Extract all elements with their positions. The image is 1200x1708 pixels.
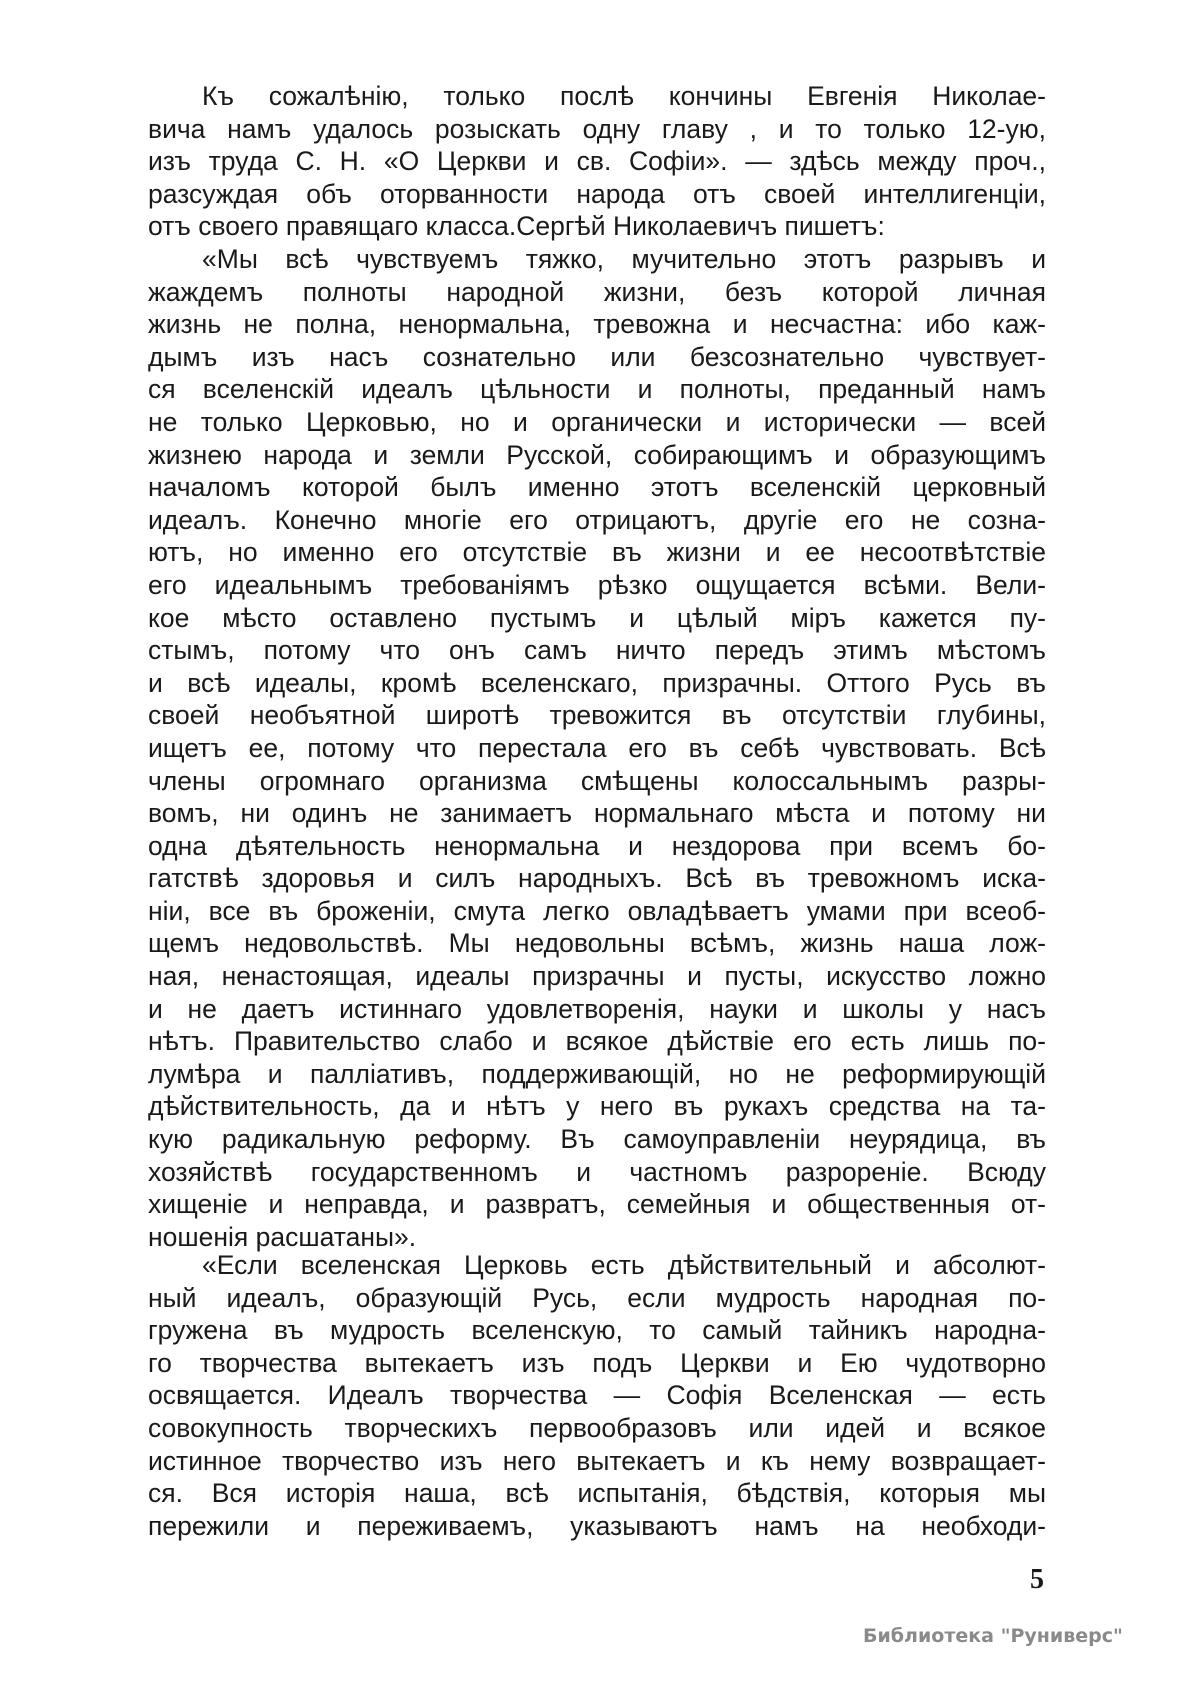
text-line: изъ труда С. Н. «О Церкви и св. Софіи». — здѣсь между проч., <box>148 146 1046 177</box>
text-line: жизнею народа и земли Русской, собирающимъ и образующимъ <box>148 439 1046 470</box>
text-line: и всѣ идеалы, кромѣ вселенскаго, призрачны. Оттого Русь въ <box>148 667 1046 698</box>
text-line: началомъ которой былъ именно этотъ вселенскій церковный <box>148 472 1046 503</box>
text-line: жаждемъ полноты народной жизни, безъ которой личная <box>148 276 1046 307</box>
text-line: разсуждая объ оторванности народа отъ своей интеллигенціи, <box>148 178 1046 209</box>
text-line: ютъ, но именно его отсутствіе въ жизни и ее несоотвѣтствіе <box>148 537 1046 568</box>
paragraph-1 <box>148 80 1046 243</box>
text-line: отъ своего правящаго класса.Сергѣй Николаевичъ пишетъ: <box>148 211 885 242</box>
text-line: ніи, все въ броженіи, смута легко овладѣваетъ умами при всеоб- <box>148 895 1046 926</box>
text-line: лумѣра и палліативъ, поддерживающій, но не реформирующій <box>148 1058 1046 1089</box>
text-line: вича намъ удалось розыскать одну главу , и то только 12-ую, <box>148 113 1046 144</box>
text-line: члены огромнаго организма смѣщены колоссальнымъ разры- <box>148 765 1046 796</box>
text-line: истинное творчество изъ него вытекаетъ и къ нему возвращает- <box>148 1445 1046 1476</box>
text-line: ся. Вся исторія наша, всѣ испытанія, бѣдствія, которыя мы <box>148 1478 1046 1509</box>
text-line: хозяйствѣ государственномъ и частномъ разрореніе. Всюду <box>148 1156 1046 1187</box>
text-line: не только Церковью, но и органически и исторически — всей <box>148 406 1046 437</box>
text-line: ный идеалъ, образующій Русь, если мудрость народная по- <box>148 1282 1046 1313</box>
text-line: Къ сожалѣнію, только послѣ кончины Евгенія Николае- <box>202 81 1046 111</box>
text-line: одна дѣятельность ненормальна и нездорова при всемъ бо- <box>148 830 1046 861</box>
paragraph-3 <box>148 1249 1046 1542</box>
library-watermark: Библиотека "Руниверс" <box>863 1625 1123 1647</box>
paragraph-2 <box>148 243 1046 1253</box>
text-line: стымъ, потому что онъ самъ ничто передъ этимъ мѣстомъ <box>148 635 1046 666</box>
text-line: го творчества вытекаетъ изъ подъ Церкви и Ею чудотворно <box>148 1347 1046 1378</box>
text-line: вомъ, ни одинъ не занимаетъ нормальнаго мѣста и потому ни <box>148 798 1046 829</box>
text-line: нѣтъ. Правительство слабо и всякое дѣйствіе его есть лишь по- <box>148 1026 1046 1057</box>
text-line: щемъ недовольствѣ. Мы недовольны всѣмъ, жизнь наша лож- <box>148 928 1046 959</box>
text-line: ношенія расшатаны». <box>148 1221 417 1252</box>
text-line: своей необъятной широтѣ тревожится въ отсутствіи глубины, <box>148 700 1046 731</box>
text-line: идеалъ. Конечно многіе его отрицаютъ, другіе его не созна- <box>148 504 1046 535</box>
text-line: дѣйствительность, да и нѣтъ у него въ рукахъ средства на та- <box>148 1091 1046 1122</box>
text-line: дымъ изъ насъ сознательно или безсознательно чувствует- <box>148 341 1046 372</box>
text-line: пережили и переживаемъ, указываютъ намъ на необходи- <box>148 1510 1046 1541</box>
text-line: и не даетъ истиннаго удовлетворенія, науки и школы у насъ <box>148 993 1046 1024</box>
text-line: жизнь не полна, ненормальна, тревожна и несчастна: ибо каж- <box>148 309 1046 340</box>
text-line: освящается. Идеалъ творчества — Софія Вселенская — есть <box>148 1380 1046 1411</box>
text-line: ищетъ ее, потому что перестала его въ себѣ чувствовать. Всѣ <box>148 732 1046 763</box>
text-line: ся вселенскій идеалъ цѣльности и полноты, преданный намъ <box>148 374 1046 405</box>
text-line: «Мы всѣ чувствуемъ тяжко, мучительно этотъ разрывъ и <box>202 244 1046 274</box>
page-number: 5 <box>1030 1564 1044 1595</box>
text-line: ная, ненастоящая, идеалы призрачны и пусты, искусство ложно <box>148 961 1046 992</box>
text-line: гатствѣ здоровья и силъ народныхъ. Всѣ въ тревожномъ иска- <box>148 863 1046 894</box>
text-line: его идеальнымъ требованіямъ рѣзко ощущается всѣми. Вели- <box>148 569 1046 600</box>
text-line: хищеніе и неправда, и развратъ, семейныя и общественныя от- <box>148 1189 1046 1220</box>
text-line: кое мѣсто оставлено пустымъ и цѣлый міръ кажется пу- <box>148 602 1046 633</box>
text-line: «Если вселенская Церковь есть дѣйствительный и абсолют- <box>202 1250 1046 1280</box>
text-line: совокупность творческихъ первообразовъ или идей и всякое <box>148 1412 1046 1443</box>
text-line: гружена въ мудрость вселенскую, то самый тайникъ народна- <box>148 1315 1046 1346</box>
text-line: кую радикальную реформу. Въ самоуправленіи неурядица, въ <box>148 1124 1046 1155</box>
